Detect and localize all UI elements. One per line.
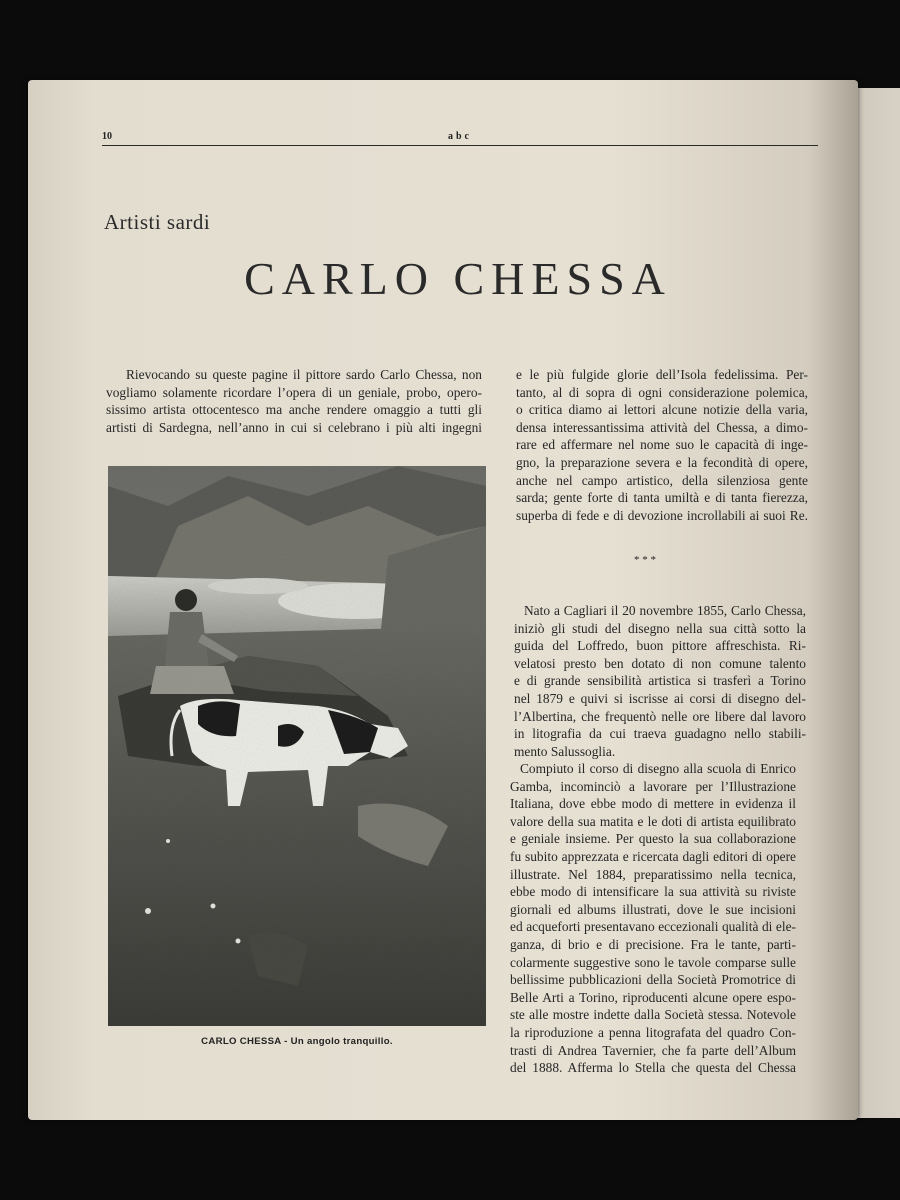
- text-line: velatosi presto ben dotato di non comune talento: [514, 655, 806, 671]
- text-line: iniziò gli studi del disegno nella sua città sotto la: [514, 620, 806, 636]
- text-line: valore della sua matita e le doti di artista equilibrato: [510, 813, 796, 829]
- text-line: o critica diamo ai lettori alcune notizie della varia,: [516, 402, 808, 418]
- text-line: sissimo artista ottocentesco ma anche rendere omaggio a tutti gli: [106, 402, 482, 418]
- text-line: e le più fulgide glorie dell’Isola fedelissima. Per-: [516, 367, 808, 382]
- text-line: guida del Loffredo, buon pittore affreschista. Ri-: [514, 638, 806, 654]
- text-line: fu subito apprezzata e ricercata dagli editori di opere: [510, 848, 796, 864]
- text-line: Italiana, dove ebbe modo di mettere in evidenza il: [510, 796, 796, 812]
- article-title: CARLO CHESSA: [244, 253, 672, 304]
- text-line: la riproduzione a penna litografata del quadro Con-: [510, 1024, 796, 1040]
- text-line: illustrate. Nel 1884, preparatissimo nella tecnica,: [510, 866, 796, 882]
- text-line: l’Albertina, che frequentò nelle ore libere dal lavoro: [514, 708, 806, 724]
- illustration-caption: CARLO CHESSA - Un angolo tranquillo.: [201, 1036, 393, 1047]
- text-line: ed acqueforti presentavano eccezionali qualità di ele-: [510, 919, 796, 935]
- text-line: e di grande sensibilità artistica si trasferì a Torino: [514, 673, 806, 689]
- text-line: giornali ed albums illustrati, dove le sue incisioni: [510, 901, 796, 917]
- text-line: mento Salussoglia.: [514, 743, 616, 759]
- text-line: Belle Arti a Torino, riproducenti alcune opere espo-: [510, 989, 796, 1005]
- text-line: artisti di Sardegna, nell’anno in cui si celebrano i più alti ingegni: [106, 419, 482, 435]
- text-line: ebbe modo di intensificare la sua attività su riviste: [510, 884, 796, 900]
- page-header: [102, 131, 818, 146]
- section-asterism: * * *: [634, 554, 656, 566]
- text-line: tanto, al di sopra di ogni considerazione polemica,: [516, 384, 808, 400]
- painting-illustration: [108, 466, 486, 1026]
- text-line: Gamba, incominciò a lavorare per l’Illustrazione: [510, 778, 796, 794]
- text-line: bellissime pubblicazioni della Società Promotrice di: [510, 972, 796, 988]
- text-line: trasti di Andrea Tavernier, che fa parte dell’Album: [510, 1042, 796, 1058]
- text-line: ste alle mostre indette dalla Società stessa. Notevole: [510, 1007, 796, 1023]
- running-title: abc: [448, 131, 472, 142]
- text-line: anche nel campo artistico, della silenziosa gente: [516, 472, 808, 488]
- body-paragraph-1: [514, 602, 806, 760]
- text-line: densa interessantissima attività del Chessa, a dimo-: [516, 419, 808, 435]
- body-paragraph-2: [510, 760, 796, 1077]
- text-line: Nato a Cagliari il 20 novembre 1855, Carlo Chessa,: [524, 603, 806, 618]
- text-line: superba di fede e di devozione incrollabili ai suoi Re.: [516, 507, 808, 523]
- intro-paragraph-right: [516, 366, 808, 524]
- text-line: ganza, di brio e di precisione. Fra le tante, parti-: [510, 936, 796, 952]
- text-line: Rievocando su queste pagine il pittore sardo Carlo Chessa, non: [126, 367, 482, 382]
- text-line: vogliamo solamente ricordare l’opera di un geniale, probo, opero-: [106, 384, 482, 400]
- text-line: del 1888. Afferma lo Stella che questa del Chessa: [510, 1060, 796, 1076]
- page-number: 10: [102, 131, 112, 142]
- text-line: colarmente suggestive sono le tavole comparse sulle: [510, 954, 796, 970]
- intro-paragraph-left: [106, 366, 482, 436]
- text-line: nel 1879 e quivi si iscrisse ai corsi di disegno del-: [514, 690, 806, 706]
- text-line: sarda; gente forte di tanta umiltà e di tanta fierezza,: [516, 490, 808, 506]
- text-line: Compiuto il corso di disegno alla scuola di Enrico: [520, 761, 796, 776]
- text-line: e geniale insieme. Per questo la sua collaborazione: [510, 831, 796, 847]
- section-label: Artisti sardi: [104, 210, 211, 234]
- text-line: gno, la preparazione severa e la fecondità di opere,: [516, 454, 808, 470]
- text-line: in litografia da cui traeva guadagno nello stabili-: [514, 726, 806, 742]
- text-line: rare ed affermare nel nome suo le capacità di inge-: [516, 437, 808, 453]
